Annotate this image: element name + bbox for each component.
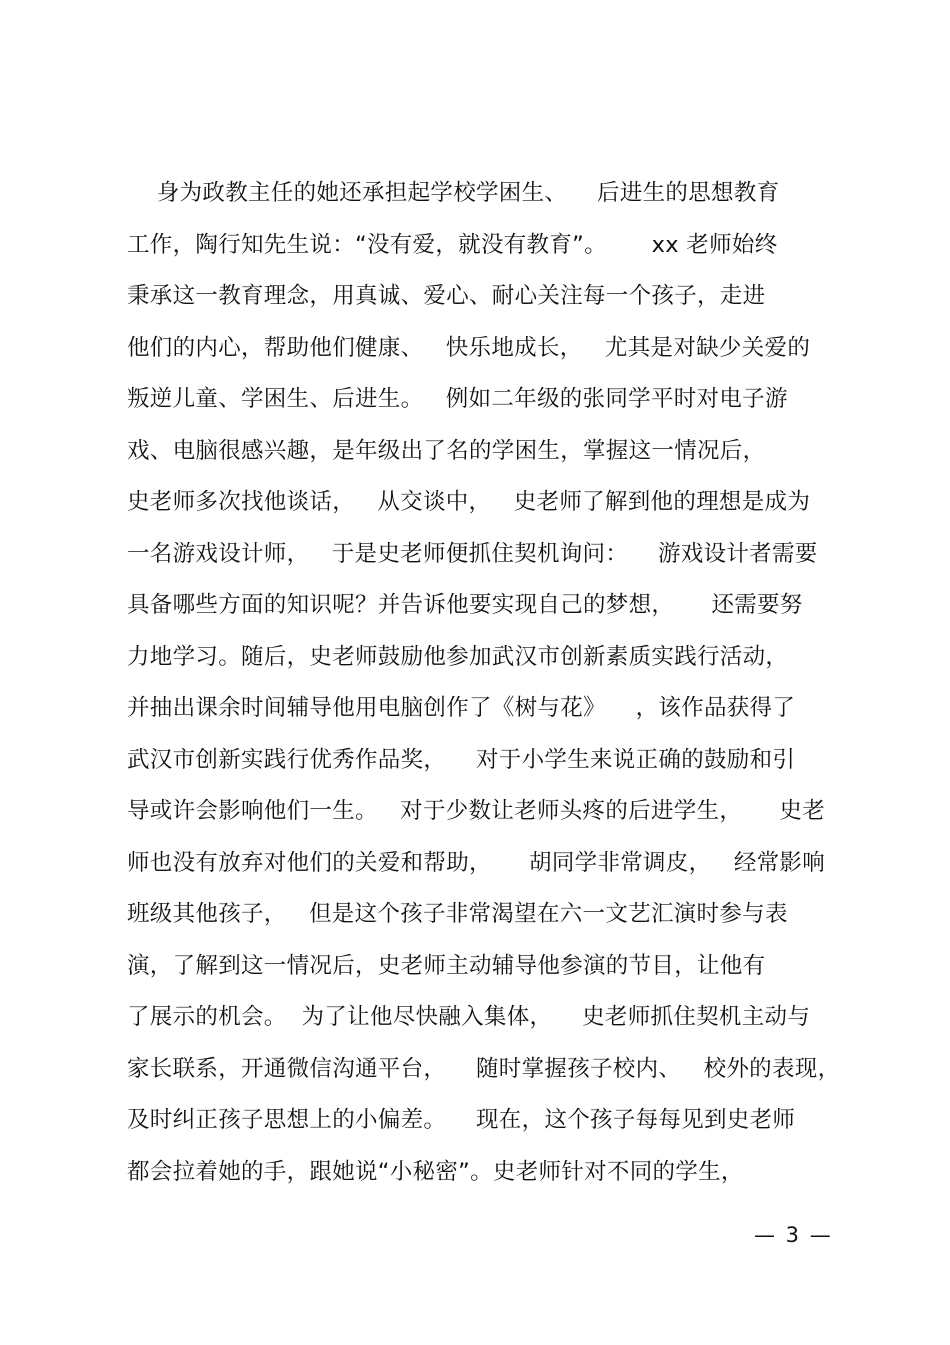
text-line: 身为政教主任的她还承担起学校学困生、 后进生的思想教育 bbox=[127, 180, 780, 206]
text-line: 史老师多次找他谈话， 从交谈中， 史老师了解到他的理想是成为 bbox=[127, 489, 811, 515]
text-line: 导或许会影响他们一生。 对于少数让老师头疼的后进学生， 史老 bbox=[127, 798, 826, 824]
page-number: — 3 — bbox=[754, 1223, 833, 1247]
text-line: 了展示的机会。 为了让他尽快融入集体， 史老师抓住契机主动与 bbox=[127, 1004, 811, 1030]
text-line: 他们的内心，帮助他们健康、 快乐地成长， 尤其是对缺少关爱的 bbox=[127, 334, 811, 361]
text-line: 工作，陶行知先生说：“没有爱，就没有教育”。 xx 老师始终 bbox=[127, 231, 778, 258]
text-line: 一名游戏设计师， 于是史老师便抓住契机询问： 游戏设计者需要 bbox=[127, 540, 818, 567]
text-line: 演，了解到这一情况后，史老师主动辅导他参演的节目，让他有 bbox=[127, 952, 766, 979]
body-paragraph bbox=[127, 176, 847, 1206]
text-line: 戏、电脑很感兴趣，是年级出了名的学困生，掌握这一情况后， bbox=[127, 437, 766, 464]
text-line: 都会拉着她的手，跟她说“小秘密”。史老师针对不同的学生， bbox=[127, 1158, 744, 1185]
text-line: 师也没有放弃对他们的关爱和帮助， 胡同学非常调皮， 经常影响 bbox=[127, 849, 826, 876]
text-line: 秉承这一教育理念，用真诚、爱心、耐心关注每一个孩子，走进 bbox=[127, 283, 766, 309]
text-line: 力地学习。随后，史老师鼓励他参加武汉市创新素质实践行活动， bbox=[127, 643, 789, 670]
text-line: 叛逆儿童、学困生、后进生。 例如二年级的张同学平时对电子游 bbox=[127, 386, 788, 412]
text-line: 具备哪些方面的知识呢？并告诉他要实现自己的梦想， 还需要努 bbox=[127, 592, 803, 618]
text-line: 并抽出课余时间辅导他用电脑创作了《树与花》 ，该作品获得了 bbox=[127, 695, 796, 721]
text-line: 武汉市创新实践行优秀作品奖， 对于小学生来说正确的鼓励和引 bbox=[127, 746, 796, 773]
text-line: 家长联系，开通微信沟通平台， 随时掌握孩子校内、 校外的表现， bbox=[127, 1055, 841, 1082]
text-line: 班级其他孩子， 但是这个孩子非常渴望在六一文艺汇演时参与表 bbox=[127, 901, 788, 927]
text-line: 及时纠正孩子思想上的小偏差。 现在，这个孩子每每见到史老师 bbox=[127, 1107, 796, 1133]
